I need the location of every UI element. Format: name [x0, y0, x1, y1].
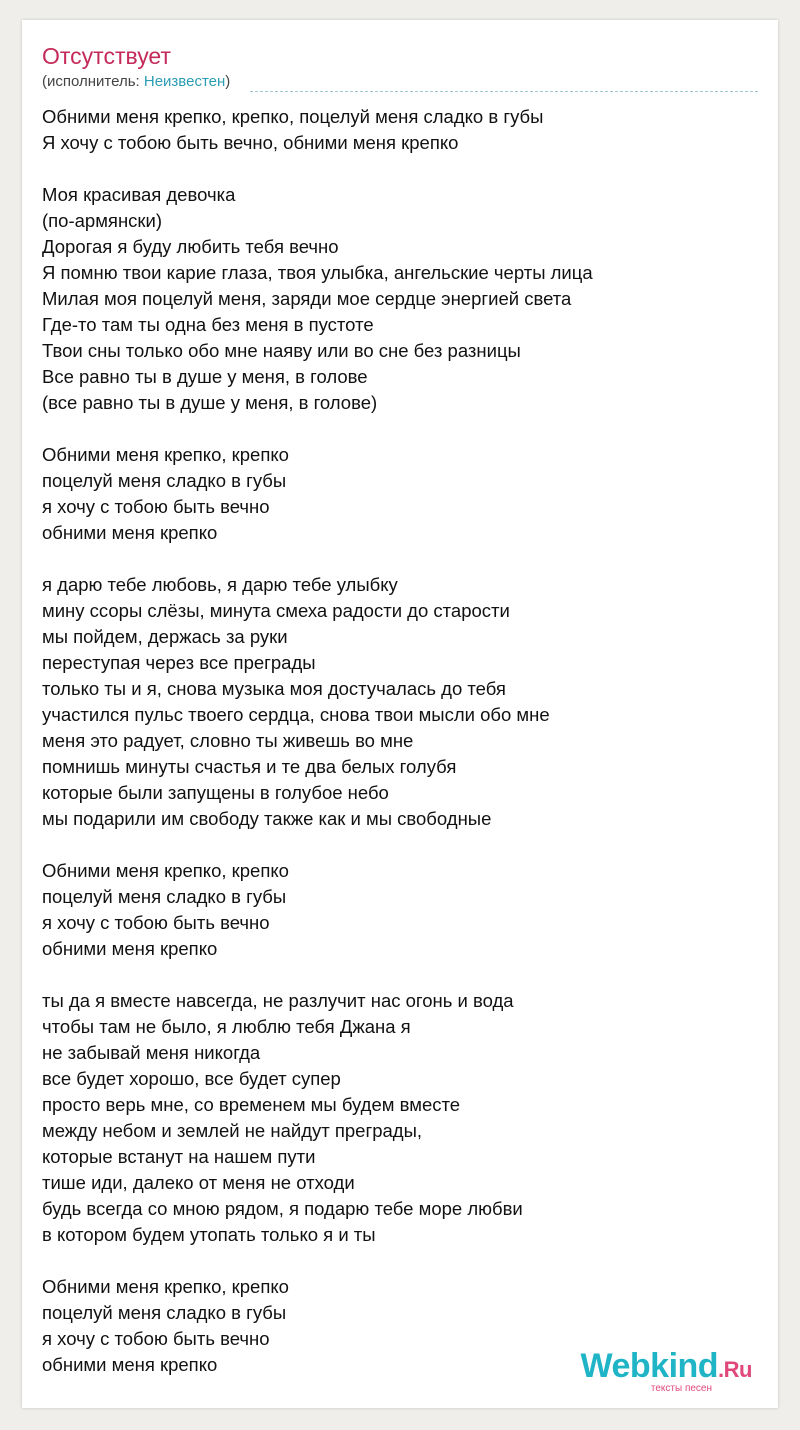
- lyric-line: поцелуй меня сладко в губы: [42, 470, 287, 491]
- lyric-line: Обними меня крепко, крепко: [42, 860, 289, 881]
- lyric-line: ты да я вместе навсегда, не разлучит нас огонь и вода: [42, 990, 514, 1011]
- lyric-line: (все равно ты в душе у меня, в голове): [42, 392, 378, 413]
- lyric-line: в котором будем утопать только я и ты: [42, 1224, 376, 1245]
- lyric-line: я дарю тебе любовь, я дарю тебе улыбку: [42, 574, 398, 595]
- lyric-line: (по-армянски): [42, 210, 162, 231]
- artist-line: [42, 72, 230, 92]
- logo-wordmark: [581, 1348, 753, 1388]
- lyric-line: которые были запущены в голубое небо: [42, 782, 389, 803]
- lyric-line: между небом и землей не найдут преграды,: [42, 1120, 423, 1141]
- lyric-line: поцелуй меня сладко в губы: [42, 886, 287, 907]
- lyric-line: я хочу с тобою быть вечно: [42, 912, 270, 933]
- webkind-logo[interactable]: [562, 1348, 752, 1394]
- lyric-blank-line: [42, 832, 758, 858]
- lyric-line: обними меня крепко: [42, 938, 218, 959]
- lyric-line: мы пойдем, держась за руки: [42, 626, 288, 647]
- lyric-line: Я хочу с тобою быть вечно, обними меня крепко: [42, 132, 459, 153]
- lyric-line: которые встанут на нашем пути: [42, 1146, 316, 1167]
- lyric-line: Все равно ты в душе у меня, в голове: [42, 366, 368, 387]
- lyric-line: Обними меня крепко, крепко: [42, 444, 289, 465]
- lyric-blank-line: [42, 1248, 758, 1274]
- song-title: Отсутствует: [42, 43, 171, 69]
- artist-suffix: ): [225, 73, 231, 90]
- lyric-line: поцелуй меня сладко в губы: [42, 1302, 287, 1323]
- lyric-blank-line: [42, 546, 758, 572]
- lyric-blank-line: [42, 962, 758, 988]
- lyric-line: обними меня крепко: [42, 522, 218, 543]
- artist-link[interactable]: Неизвестен: [143, 73, 226, 90]
- lyric-blank-line: [42, 156, 758, 182]
- lyric-line: Твои сны только обо мне наяву или во сне без разницы: [42, 340, 521, 361]
- lyric-blank-line: [42, 416, 758, 442]
- lyric-line: Я помню твои карие глаза, твоя улыбка, ангельские черты лица: [42, 262, 593, 283]
- lyric-line: тише иди, далеко от меня не отходи: [42, 1172, 355, 1193]
- lyrics-card: [22, 20, 778, 1408]
- lyric-line: мину ссоры слёзы, минута смеха радости до старости: [42, 600, 510, 621]
- lyric-line: я хочу с тобою быть вечно: [42, 496, 270, 517]
- lyric-line: меня это радует, словно ты живешь во мне: [42, 730, 414, 751]
- logo-domain-suffix: .Ru: [718, 1357, 752, 1382]
- lyric-line: Где-то там ты одна без меня в пустоте: [42, 314, 374, 335]
- logo-tagline: тексты песен: [650, 1383, 712, 1394]
- lyric-line: не забывай меня никогда: [42, 1042, 261, 1063]
- lyric-line: Милая моя поцелуй меня, заряди мое сердце энергией света: [42, 288, 572, 309]
- lyric-line: будь всегда со мною рядом, я подарю тебе море любви: [42, 1198, 523, 1219]
- lyric-line: только ты и я, снова музыка моя достучалась до тебя: [42, 678, 506, 699]
- lyrics-text: [42, 104, 758, 1378]
- lyric-line: обними меня крепко: [42, 1354, 218, 1375]
- lyric-line: мы подарили им свободу также как и мы свободные: [42, 808, 492, 829]
- title-divider: [250, 91, 758, 92]
- lyric-line: все будет хорошо, все будет супер: [42, 1068, 341, 1089]
- lyric-line: Обними меня крепко, крепко, поцелуй меня сладко в губы: [42, 106, 544, 127]
- lyric-line: Обними меня крепко, крепко: [42, 1276, 289, 1297]
- lyric-line: Моя красивая девочка: [42, 184, 236, 205]
- lyric-line: я хочу с тобою быть вечно: [42, 1328, 270, 1349]
- logo-main-text: Webkind: [580, 1347, 719, 1385]
- lyric-line: помнишь минуты счастья и те два белых голубя: [42, 756, 457, 777]
- lyric-line: участился пульс твоего сердца, снова твои мысли обо мне: [42, 704, 550, 725]
- lyric-line: переступая через все преграды: [42, 652, 316, 673]
- lyric-line: просто верь мне, со временем мы будем вместе: [42, 1094, 461, 1115]
- artist-prefix: (исполнитель:: [42, 73, 144, 90]
- lyric-line: Дорогая я буду любить тебя вечно: [42, 236, 339, 257]
- lyric-line: чтобы там не было, я люблю тебя Джана я: [42, 1016, 411, 1037]
